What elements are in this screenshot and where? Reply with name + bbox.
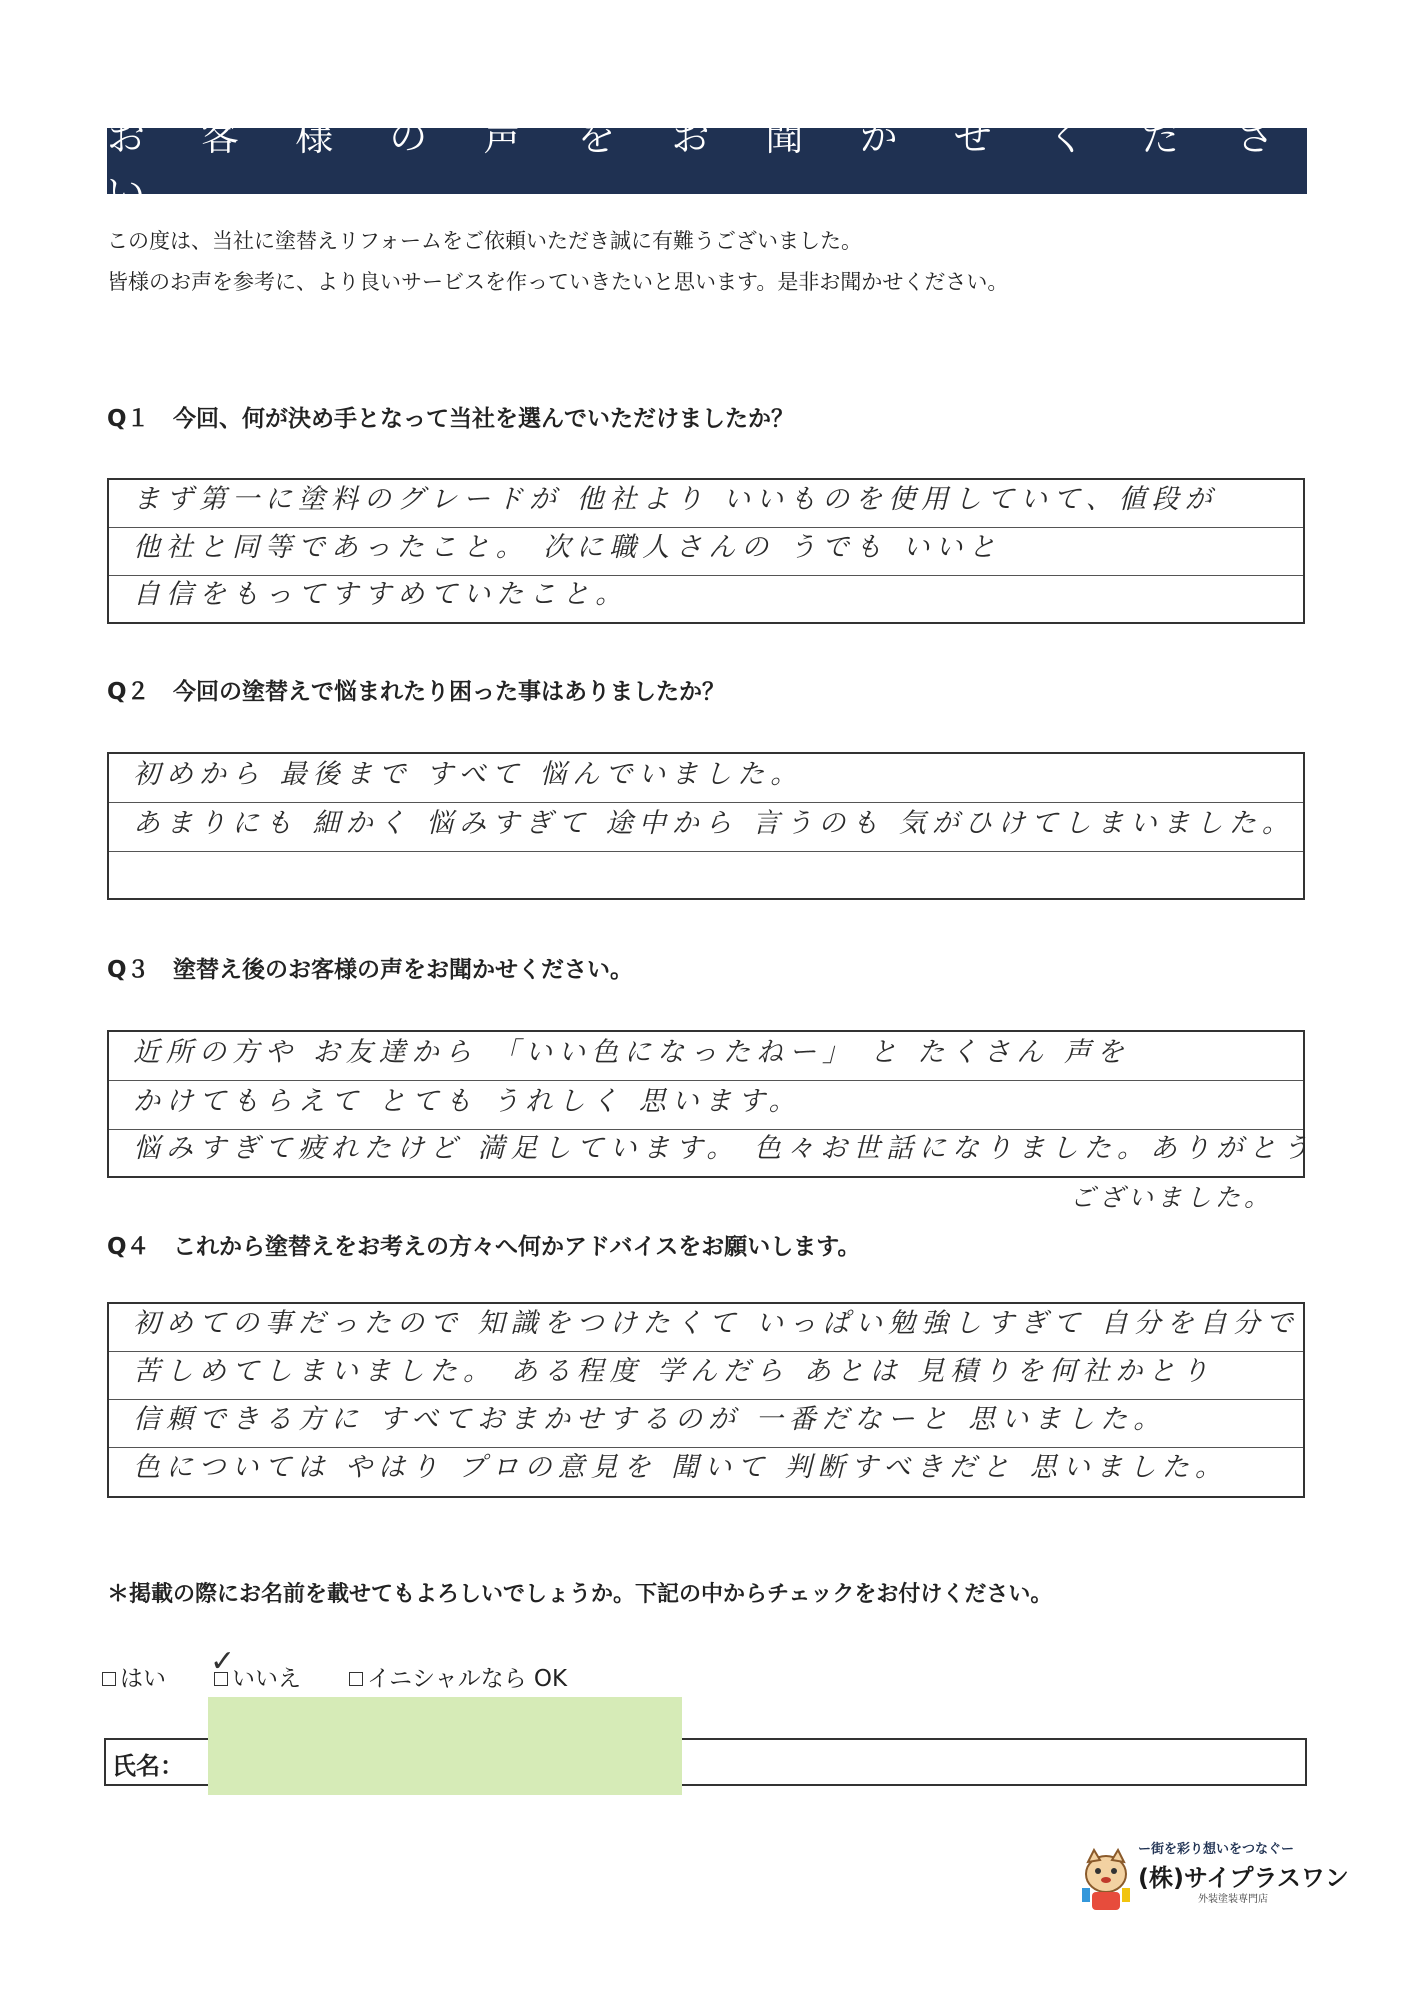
question-text: 塗替え後のお客様の声をお聞かせください。	[173, 957, 633, 983]
question-number: Q２	[107, 679, 150, 705]
answer-box-4[interactable]	[107, 1302, 1305, 1498]
question-text: これから塗替えをお考えの方々へ何かアドバイスをお願いします。	[173, 1234, 861, 1260]
answer-line: 信頼できる方に すべておまかせするのが 一番だなーと 思いました。	[109, 1400, 1303, 1448]
checkbox-unchecked[interactable]	[102, 1672, 116, 1686]
question-number: Q３	[107, 957, 150, 983]
logo-tagline: ー街を彩り想いをつなぐー	[1138, 1842, 1295, 1857]
question-number: Q４	[107, 1234, 150, 1260]
answer-line: かけてもらえて とても うれしく 思います。	[109, 1081, 1303, 1130]
answer-line: 自信をもってすすめていたこと。	[133, 579, 629, 610]
answer-box-1[interactable]	[107, 478, 1305, 624]
answer-line: 悩みすぎて疲れたけど 満足しています。 色々お世話になりました。ありがとう	[133, 1133, 1316, 1164]
answer-box-2[interactable]	[107, 752, 1305, 900]
option-label: イニシャルなら OK	[367, 1666, 568, 1692]
question-2	[107, 673, 725, 706]
answer-line: 近所の方や お友達から 「いい色になったねー」 と たくさん 声を	[109, 1032, 1303, 1081]
intro-line-2: 皆様のお声を参考に、より良いサービスを作っていきたいと思います。是非お聞かせください。	[107, 270, 1009, 294]
question-1	[107, 400, 794, 433]
question-text: 今回、何が決め手となって当社を選んでいただけましたか？	[173, 406, 794, 432]
answer-line: まず第一に塗料のグレードが 他社より いいものを使用していて、値段が	[109, 480, 1303, 528]
consent-options	[102, 1644, 568, 1693]
question-text: 今回の塗替えで悩まれたり困った事はありましたか？	[173, 679, 725, 705]
answer-line: 初めから 最後まで すべて 悩んでいました。	[109, 754, 1303, 803]
logo-company-name: (株)サイプラスワン	[1138, 1864, 1349, 1892]
logo-subtitle: 外装塗装専門店	[1198, 1894, 1268, 1905]
answer-line: 色については やはり プロの意見を 聞いて 判断すべきだと 思いました。	[133, 1452, 1228, 1483]
answer-line: 初めての事だったので 知識をつけたくて いっぱい勉強しすぎて 自分を自分で	[109, 1304, 1303, 1352]
option-label: いいえ	[232, 1666, 301, 1692]
question-4	[107, 1228, 860, 1261]
answer-line	[109, 852, 1303, 898]
checkbox-unchecked[interactable]	[349, 1672, 363, 1686]
option-no[interactable]	[210, 1644, 301, 1693]
mascot-icon	[1078, 1844, 1134, 1916]
name-label: 氏名：	[112, 1752, 184, 1780]
answer-overflow-note: ございました。	[1070, 1183, 1274, 1212]
answer-line: あまりにも 細かく 悩みすぎて 途中から 言うのも 気がひけてしまいました。	[109, 803, 1303, 852]
name-redaction	[208, 1697, 682, 1795]
question-3	[107, 951, 633, 984]
question-number: Q１	[107, 406, 150, 432]
answer-line: 苦しめてしまいました。 ある程度 学んだら あとは 見積りを何社かとり	[109, 1352, 1303, 1400]
option-yes[interactable]	[102, 1660, 166, 1693]
answer-line: 他社と同等であったこと。 次に職人さんの うでも いいと	[109, 528, 1303, 576]
checkmark-icon: ✓	[210, 1644, 236, 1679]
option-label: はい	[120, 1666, 166, 1692]
page-title: お 客 様 の 声 を お 聞 か せ く だ さ い	[107, 128, 1307, 194]
option-initials-ok[interactable]	[349, 1660, 567, 1693]
answer-box-3[interactable]	[107, 1030, 1316, 1178]
intro-line-1: この度は、当社に塗替えリフォームをご依頼いただき誠に有難うございました。	[107, 229, 862, 253]
company-logo	[1078, 1838, 1349, 1918]
consent-note: ＊掲載の際にお名前を載せてもよろしいでしょうか。下記の中からチェックをお付けください。	[107, 1582, 1053, 1607]
